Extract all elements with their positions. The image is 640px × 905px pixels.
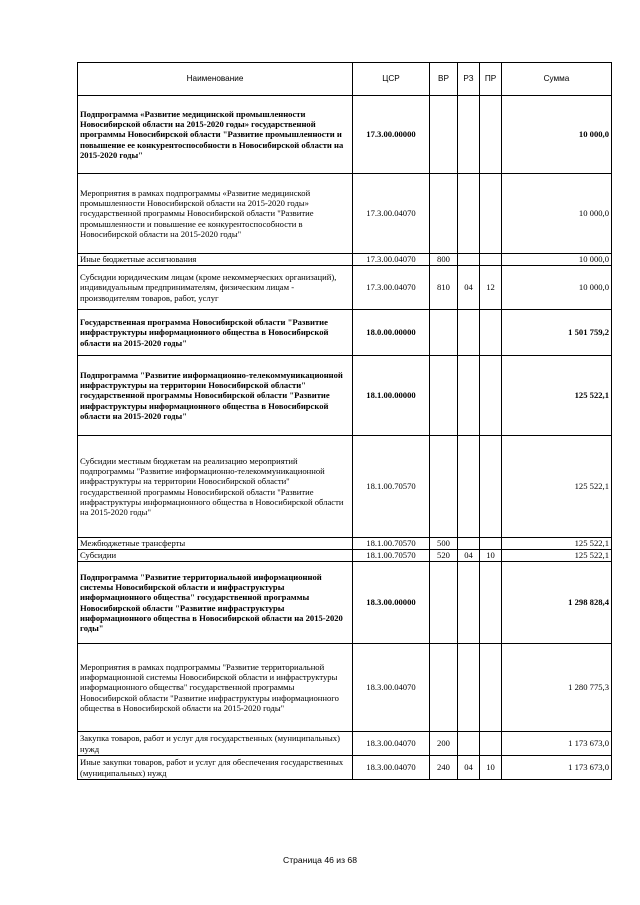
cell-sum: 1 298 828,4: [502, 562, 612, 644]
table-row: [78, 732, 612, 756]
cell-rz: [458, 96, 480, 174]
cell-name: Иные закупки товаров, работ и услуг для обеспечения государственных (муниципальных) нужд: [78, 756, 353, 780]
cell-name: Подпрограмма «Развитие медицинской промышленности Новосибирской области на 2015-2020 годы» государственной программы Новосибирской области "Развитие промышленности и повышение ее конкурентоспособности в Новосибирской области на 2015-2020 годы": [78, 96, 353, 174]
cell-sum: 125 522,1: [502, 550, 612, 562]
cell-rz: [458, 254, 480, 266]
cell-name: Мероприятия в рамках подпрограммы «Развитие медицинской промышленности Новосибирской области на 2015-2020 годы» государственной программы Новосибирской области "Развитие промышленности и повышение ее конкурентоспособности в Новосибирской области на 2015-2020 годы": [78, 174, 353, 254]
page-number: Страница 46 из 68: [283, 855, 357, 865]
header-rz: РЗ: [458, 63, 480, 96]
cell-pr: 10: [480, 756, 502, 780]
cell-vr: 800: [430, 254, 458, 266]
cell-csr: 18.1.00.70570: [353, 538, 430, 550]
cell-name: Закупка товаров, работ и услуг для государственных (муниципальных) нужд: [78, 732, 353, 756]
cell-rz: [458, 732, 480, 756]
cell-rz: 04: [458, 550, 480, 562]
cell-name: Субсидии юридическим лицам (кроме некоммерческих организаций), индивидуальным предпринимателям, физическим лицам - производителям товаров, работ, услуг: [78, 266, 353, 310]
header-sum: Сумма: [502, 63, 612, 96]
table-row: [78, 96, 612, 174]
cell-vr: [430, 436, 458, 538]
cell-csr: 18.1.00.70570: [353, 550, 430, 562]
cell-vr: 810: [430, 266, 458, 310]
cell-rz: [458, 436, 480, 538]
table-row: [78, 254, 612, 266]
cell-sum: 125 522,1: [502, 356, 612, 436]
cell-name: Субсидии: [78, 550, 353, 562]
cell-csr: 18.1.00.00000: [353, 356, 430, 436]
cell-rz: [458, 356, 480, 436]
cell-sum: 125 522,1: [502, 538, 612, 550]
table-row: [78, 174, 612, 254]
cell-csr: 18.3.00.00000: [353, 562, 430, 644]
cell-csr: 17.3.00.00000: [353, 96, 430, 174]
header-csr: ЦСР: [353, 63, 430, 96]
table-row: [78, 436, 612, 538]
cell-sum: 10 000,0: [502, 254, 612, 266]
cell-vr: [430, 356, 458, 436]
cell-rz: 04: [458, 756, 480, 780]
header-name: Наименование: [78, 63, 353, 96]
cell-vr: 200: [430, 732, 458, 756]
cell-csr: 17.3.00.04070: [353, 174, 430, 254]
cell-vr: [430, 310, 458, 356]
cell-vr: [430, 644, 458, 732]
cell-csr: 18.3.00.04070: [353, 644, 430, 732]
cell-pr: [480, 96, 502, 174]
cell-pr: [480, 174, 502, 254]
cell-name: Подпрограмма "Развитие территориальной информационной системы Новосибирской области и инфраструктуры информационного общества" государственной программы Новосибирской области "Развитие инфраструктуры информационного общества в Новосибирской области на 2015-2020 годы": [78, 562, 353, 644]
cell-vr: 520: [430, 550, 458, 562]
cell-pr: [480, 356, 502, 436]
cell-rz: [458, 562, 480, 644]
cell-sum: 10 000,0: [502, 266, 612, 310]
cell-csr: 18.0.00.00000: [353, 310, 430, 356]
cell-pr: 12: [480, 266, 502, 310]
table-row: [78, 756, 612, 780]
cell-sum: 1 173 673,0: [502, 756, 612, 780]
cell-sum: 125 522,1: [502, 436, 612, 538]
cell-pr: [480, 732, 502, 756]
cell-pr: [480, 254, 502, 266]
cell-csr: 18.1.00.70570: [353, 436, 430, 538]
cell-pr: [480, 538, 502, 550]
cell-pr: [480, 562, 502, 644]
table-body: [78, 96, 612, 780]
cell-sum: 1 280 775,3: [502, 644, 612, 732]
cell-vr: 240: [430, 756, 458, 780]
cell-csr: 18.3.00.04070: [353, 732, 430, 756]
table-header-row: [78, 63, 612, 96]
cell-name: Государственная программа Новосибирской области "Развитие инфраструктуры информационного общества в Новосибирской области на 2015-2020 годы": [78, 310, 353, 356]
cell-sum: 1 173 673,0: [502, 732, 612, 756]
cell-sum: 1 501 759,2: [502, 310, 612, 356]
cell-name: Субсидии местным бюджетам на реализацию мероприятий подпрограммы "Развитие информационно-телекоммуникационной инфраструктуры на территории Новосибирской области" государственной программы Новосибирской области "Развитие инфраструктуры информационного общества в Новосибирской области на 2015-2020 годы": [78, 436, 353, 538]
table-row: [78, 266, 612, 310]
cell-name: Мероприятия в рамках подпрограммы "Развитие территориальной информационной системы Новосибирской области и инфраструктуры информационного общества" государственной программы Новосибирской области "Развитие инфраструктуры информационного общества в Новосибирской области на 2015-2020 годы": [78, 644, 353, 732]
table-row: [78, 550, 612, 562]
cell-pr: [480, 644, 502, 732]
cell-pr: [480, 310, 502, 356]
cell-vr: 500: [430, 538, 458, 550]
cell-csr: 17.3.00.04070: [353, 266, 430, 310]
cell-rz: 04: [458, 266, 480, 310]
table-row: [78, 310, 612, 356]
cell-pr: 10: [480, 550, 502, 562]
cell-sum: 10 000,0: [502, 96, 612, 174]
budget-table: [77, 62, 612, 780]
cell-pr: [480, 436, 502, 538]
cell-name: Иные бюджетные ассигнования: [78, 254, 353, 266]
cell-vr: [430, 562, 458, 644]
cell-name: Межбюджетные трансферты: [78, 538, 353, 550]
cell-rz: [458, 644, 480, 732]
table-row: [78, 562, 612, 644]
cell-csr: 18.3.00.04070: [353, 756, 430, 780]
cell-name: Подпрограмма "Развитие информационно-телекоммуникационной инфраструктуры на территории Новосибирской области" государственной программы Новосибирской области "Развитие инфраструктуры информационного общества в Новосибирской области на 2015-2020 годы": [78, 356, 353, 436]
cell-csr: 17.3.00.04070: [353, 254, 430, 266]
cell-vr: [430, 174, 458, 254]
cell-rz: [458, 538, 480, 550]
cell-vr: [430, 96, 458, 174]
cell-sum: 10 000,0: [502, 174, 612, 254]
table-row: [78, 356, 612, 436]
table-row: [78, 538, 612, 550]
header-vr: ВР: [430, 63, 458, 96]
table-row: [78, 644, 612, 732]
cell-rz: [458, 174, 480, 254]
header-pr: ПР: [480, 63, 502, 96]
cell-rz: [458, 310, 480, 356]
